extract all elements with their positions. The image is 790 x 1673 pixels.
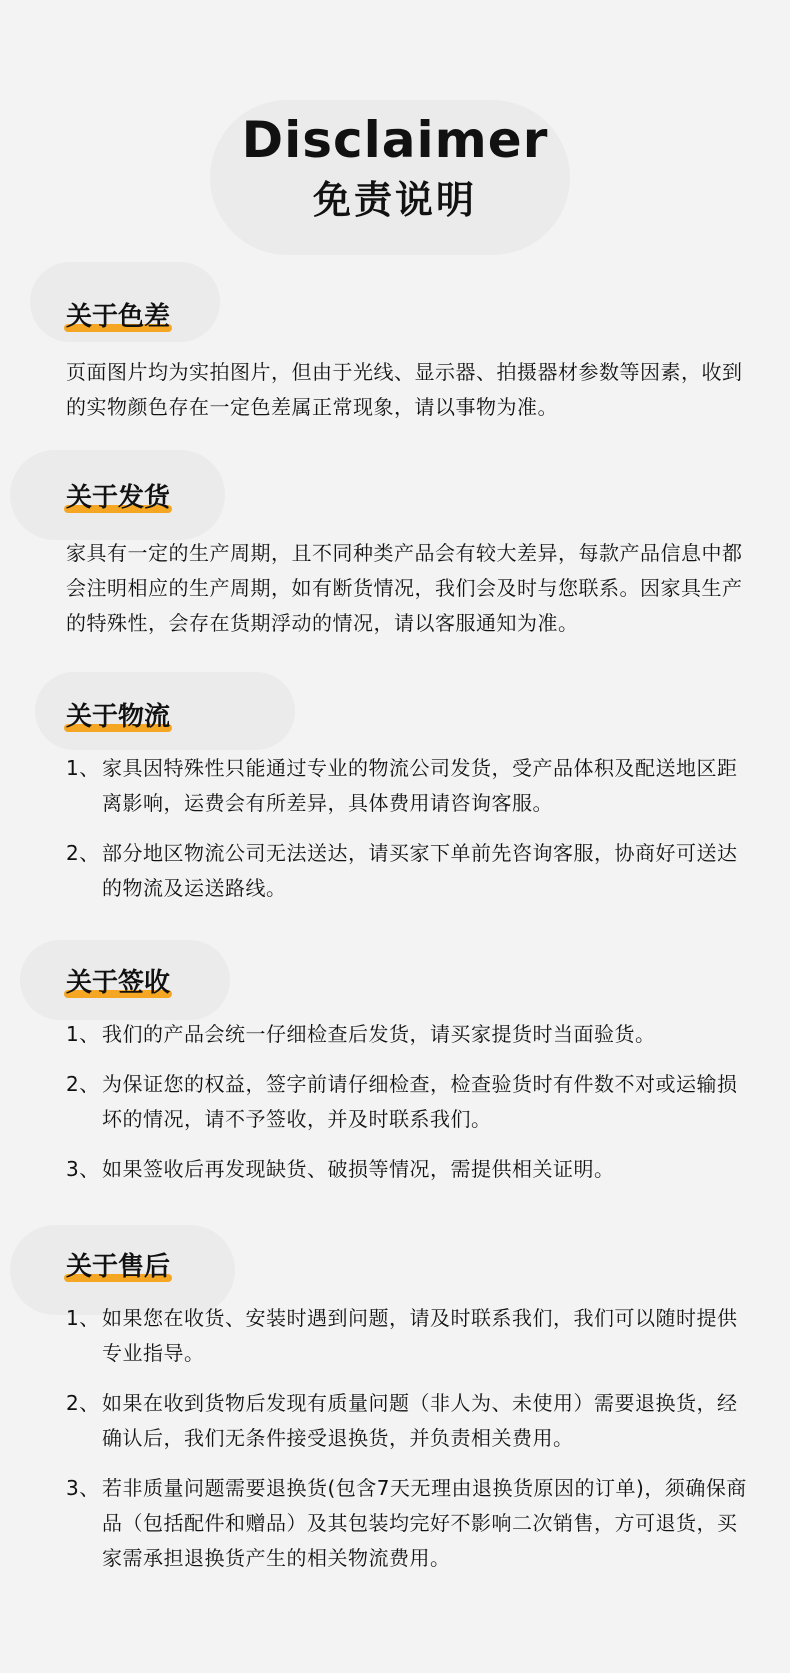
list-item-text: 如果您在收货、安装时遇到问题，请及时联系我们，我们可以随时提供专业指导。	[102, 1306, 738, 1366]
section-heading: 关于物流	[66, 702, 171, 732]
list-item	[66, 836, 756, 906]
list-item	[66, 1301, 756, 1371]
list-item-number: 2、	[66, 1391, 100, 1416]
list-item-number: 2、	[66, 1072, 100, 1097]
section-receipt	[66, 968, 756, 1202]
section-paragraph: 家具有一定的生产周期，且不同种类产品会有较大差异，每款产品信息中都会注明相应的生产周期，如有断货情况，我们会及时与您联系。因家具生产的特殊性，会存在货期浮动的情况，请以客服通知为准。	[66, 541, 743, 636]
section-list	[66, 1301, 756, 1576]
section-list	[66, 751, 756, 906]
title-chinese: 免责说明	[312, 178, 477, 222]
list-item-text: 如果签收后再发现缺货、破损等情况，需提供相关证明。	[102, 1157, 615, 1182]
list-item-text: 我们的产品会统一仔细检查后发货，请买家提货时当面验货。	[102, 1022, 656, 1047]
section-heading: 关于签收	[66, 968, 171, 998]
list-item	[66, 1067, 756, 1137]
list-item-text: 如果在收到货物后发现有质量问题（非人为、未使用）需要退换货，经确认后，我们无条件接受退换货，并负责相关费用。	[102, 1391, 738, 1451]
section-shipping	[66, 483, 756, 641]
list-item-number: 3、	[66, 1157, 100, 1182]
list-item-text: 为保证您的权益，签字前请仔细检查，检查验货时有件数不对或运输损坏的情况，请不予签收，并及时联系我们。	[102, 1072, 738, 1132]
page-header	[0, 110, 790, 224]
section-heading: 关于售后	[66, 1252, 171, 1282]
section-logistics	[66, 702, 756, 921]
section-list	[66, 1017, 756, 1187]
section-heading: 关于色差	[66, 302, 171, 332]
list-item-number: 3、	[66, 1476, 100, 1501]
list-item-number: 2、	[66, 841, 100, 866]
title-english: Disclaimer	[241, 111, 549, 169]
list-item-number: 1、	[66, 1022, 100, 1047]
section-heading: 关于发货	[66, 483, 171, 513]
section-paragraph: 页面图片均为实拍图片，但由于光线、显示器、拍摄器材参数等因素，收到的实物颜色存在一定色差属正常现象，请以事物为准。	[66, 360, 743, 420]
list-item	[66, 1152, 756, 1187]
list-item-text: 若非质量问题需要退换货(包含7天无理由退换货原因的订单)，须确保商品（包括配件和赠品）及其包装均完好不影响二次销售，方可退货，买家需承担退换货产生的相关物流费用。	[102, 1476, 747, 1571]
list-item	[66, 1386, 756, 1456]
list-item-number: 1、	[66, 756, 100, 781]
section-color-difference	[66, 302, 756, 425]
section-after-sales	[66, 1252, 756, 1591]
list-item	[66, 1017, 756, 1052]
list-item	[66, 751, 756, 821]
list-item	[66, 1471, 756, 1576]
list-item-text: 部分地区物流公司无法送达，请买家下单前先咨询客服，协商好可送达的物流及运送路线。	[102, 841, 738, 901]
list-item-number: 1、	[66, 1306, 100, 1331]
list-item-text: 家具因特殊性只能通过专业的物流公司发货，受产品体积及配送地区距离影响，运费会有所差异，具体费用请咨询客服。	[102, 756, 738, 816]
